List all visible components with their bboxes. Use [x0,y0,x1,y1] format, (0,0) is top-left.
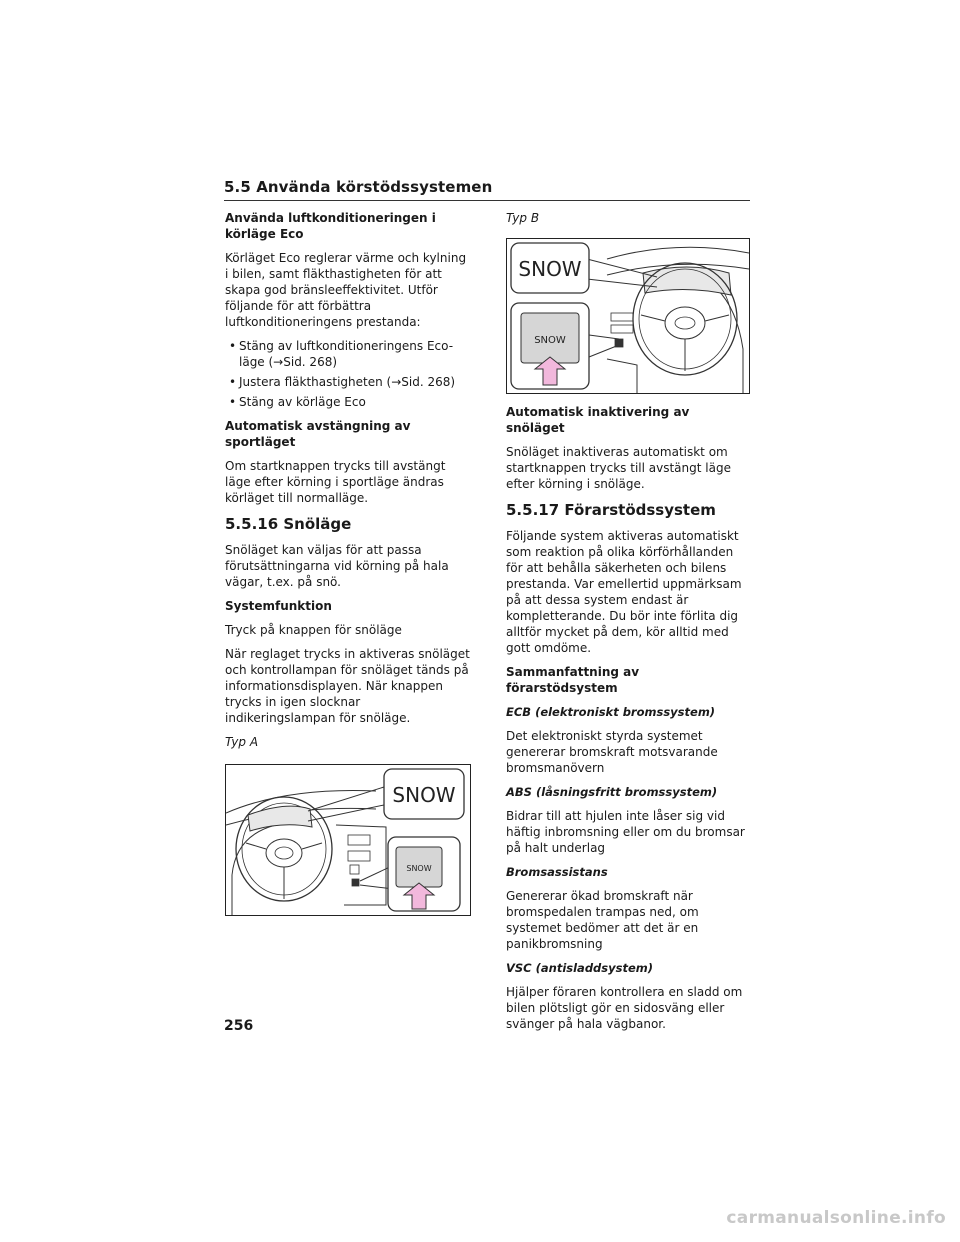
snow-button-label: SNOW [534,335,566,346]
eco-bullet-list [225,338,471,410]
snow-mode-title: 5.5.16 Snöläge [225,515,352,533]
figure-type-b [506,238,750,394]
list-item: • Justera fläkthastigheten (→Sid. 268) [229,375,456,389]
auto-off-text: Snöläget inaktiveras automatiskt om startknappen trycks till avstängt läge efter körning i snöläge. [506,445,731,491]
watermark: carmanualsonline.info [726,1208,946,1228]
ecb-heading: ECB (elektroniskt bromssystem) [506,705,716,719]
system-function-text-2: När reglaget trycks in aktiveras snöläget och kontrollampan för snöläget tänds på informationsdisplayen. När knappen trycks in igen slocknar indikeringslampan för snöläge. [225,647,470,725]
driver-assist-intro: Följande system aktiveras automatiskt som reaktion på olika körförhållanden för att behålla säkerheten och bilens prestanda. Var emellertid uppmärksam på att dessa system endast är kompletterande. Du bör inte förlita dig alltför mycket på dem, kör alltid med gott omdöme. [506,529,742,655]
brake-assist-heading: Bromsassistans [506,865,608,879]
eco-text: Körläget Eco reglerar värme och kylning i bilen, samt fläkthastigheten för att skapa god bränsleeffektivitet. Utför följande för att förbättra luftkonditioneringens prestanda: [225,251,467,329]
system-function-heading: Systemfunktion [225,599,332,613]
vsc-text: Hjälper föraren kontrollera en sladd om bilen plötsligt gör en sidosväng eller svänger på hala vägbanor. [506,985,743,1031]
left-column [225,210,471,916]
bullet-text: Stäng av luftkonditioneringens Eco-läge (→Sid. 268) [239,339,454,369]
right-column [506,210,752,1040]
bullet-text: Stäng av körläge Eco [239,395,366,409]
figure-type-a [225,764,471,916]
callout-snow-label: SNOW [518,257,582,281]
summary-heading: Sammanfattning av förarstödsystem [506,665,640,695]
bullet-text: Justera fläkthastigheten (→Sid. 268) [239,375,456,389]
system-function-text-1: Tryck på knappen för snöläge [225,623,402,637]
callout-snow-label: SNOW [392,783,456,807]
driver-assist-title: 5.5.17 Förarstödssystem [506,501,716,519]
figure-type-b-illustration [507,239,749,393]
brake-assist-text: Genererar ökad bromskraft när bromspedalen trampas ned, om systemet bedömer att det är en panikbromsning [506,889,699,951]
auto-off-heading: Automatisk inaktivering av snöläget [506,405,690,435]
page-number: 256 [224,1018,254,1034]
abs-text: Bidrar till att hjulen inte låser sig vid häftig inbromsning eller om du bromsar på halt underlag [506,809,745,855]
figure-type-a-illustration [226,765,470,915]
list-item: • Stäng av luftkonditioneringens Eco-läge (→Sid. 268) [229,339,454,369]
vsc-heading: VSC (antisladdsystem) [506,961,654,975]
abs-heading: ABS (låsningsfritt bromssystem) [506,785,718,799]
snow-intro: Snöläget kan väljas för att passa förutsättningarna vid körning på hala vägar, t.ex. på snö. [225,543,449,589]
eco-heading: Använda luftkonditioneringen i körläge Eco [225,211,436,241]
type-b-label: Typ B [506,211,540,225]
type-a-label: Typ A [225,735,259,749]
section-header: 5.5 Använda körstödssystemen [224,178,750,201]
list-item: • Stäng av körläge Eco [229,395,366,409]
sport-heading: Automatisk avstängning av sportläget [225,419,411,449]
ecb-text: Det elektroniskt styrda systemet genererar bromskraft motsvarande bromsmanövern [506,729,718,775]
sport-text: Om startknappen trycks till avstängt läge efter körning i sportläge ändras körläget till normalläge. [225,459,446,505]
snow-button-label: SNOW [406,864,432,873]
